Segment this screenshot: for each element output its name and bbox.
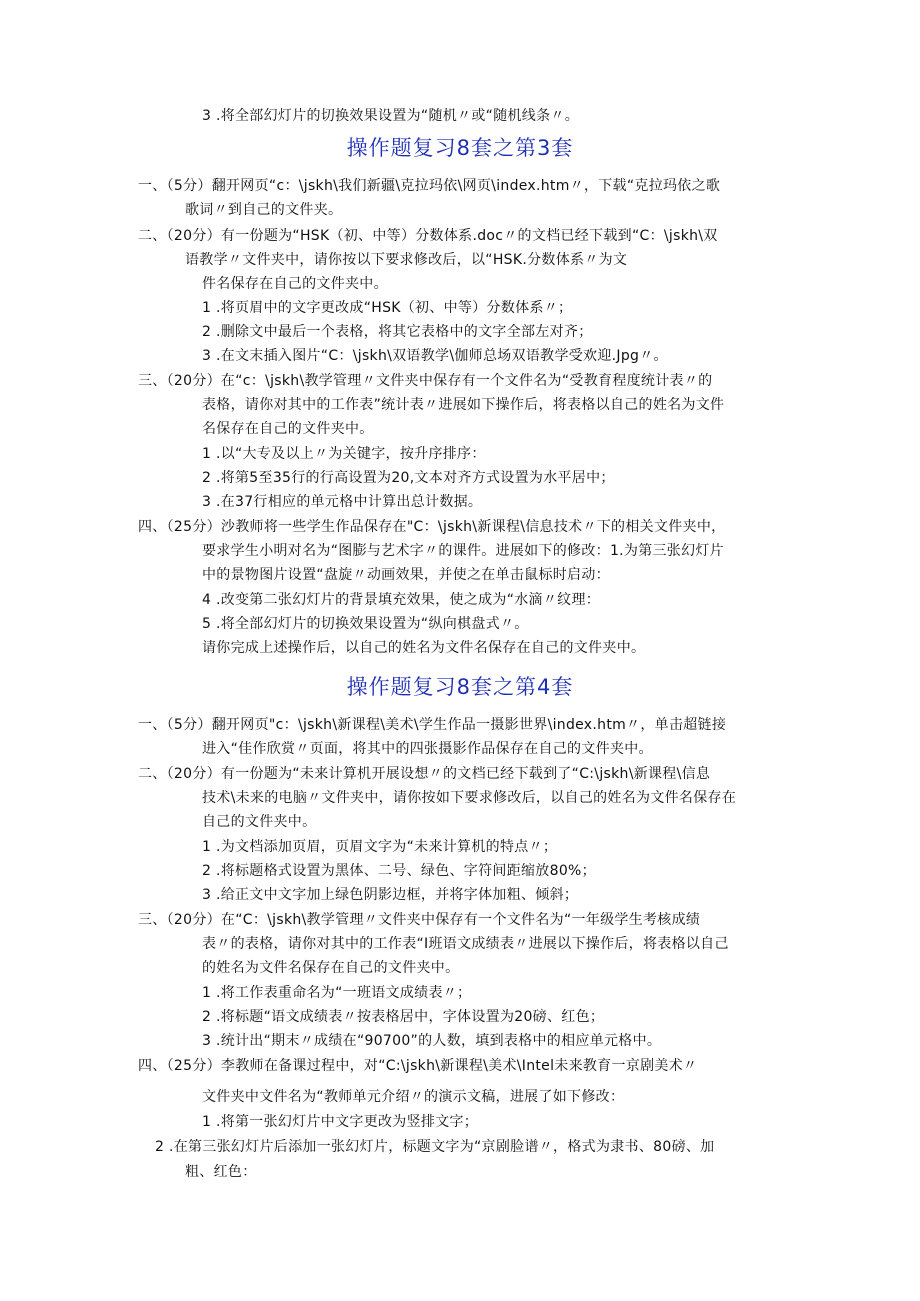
set3-q4-sub4: 4 .改变第二张幻灯片的背景填充效果，使之成为“水滴〃纹理： [202, 592, 601, 608]
set4-q1-line2: 进入“佳作欣赏〃页面，将其中的四张摄影作品保存在自己的文件夹中。 [202, 741, 653, 757]
set4-q2-sub1: 1 .为文档添加页眉，页眉文字为“未来计算机的特点〃； [202, 839, 558, 855]
set3-q3-line1: 三、（20分）在“c：\jskh\教学管理〃文件夹中保存有一个文件名为“受教育程度统计表〃的 [138, 373, 713, 389]
set3-q2-line2: 语教学〃文件夹中，请你按以下要求修改后，以“HSK.分数体系〃为文 [185, 252, 628, 268]
set3-q4-line1: 四、（25分）沙教师将一些学生作品保存在"C：\jskh\新课程\信息技术〃下的相关文件夹中， [138, 519, 726, 535]
set3-q2-line3: 件名保存在自己的文件夹中。 [202, 276, 388, 292]
set4-q3-sub3: 3 .统计出“期末〃成绩在“90700”的人数，填到表格中的相应单元格中。 [202, 1033, 662, 1049]
set3-q2-sub1: 1 .将页眉中的文字更改成“HSK（初、中等）分数体系〃； [202, 300, 573, 316]
set4-q4-line1: 四、（25分）李教师在备课过程中，对“C:\jskh\新课程\美术\Intel未来教育一京剧美术〃 [138, 1058, 698, 1074]
set3-title: 操作题复习8套之第3套 [346, 136, 574, 160]
set3-q4-line3: 中的景物图片设置“盘旋〃动画效果，并使之在单击鼠标时启动： [202, 567, 610, 583]
set4-q2-line3: 自己的文件夹中。 [202, 814, 317, 830]
set4-q1-line1: 一、（5分）翻开网页"c：\jskh\新课程\美术\学生作品一摄影世界\index.htm〃，单击超链接 [138, 717, 727, 733]
set3-q3-sub1: 1 .以“大专及以上〃为关键字，按升序排序： [202, 446, 486, 462]
set4-q3-line3: 的姓名为文件名保存在自己的文件夹中。 [202, 960, 460, 976]
set4-q3-line1: 三、（20分）在“C：\jskh\教学管理〃文件夹中保存有一个文件名为“一年级学生考核成绩 [138, 912, 701, 928]
set4-q2-sub3: 3 .给正文中文字加上绿色阴影边框，并将字体加粗、倾斜； [202, 887, 579, 903]
set4-q2-sub2: 2 .将标题格式设置为黑体、二号、绿色、字符间距缩放80%； [202, 863, 596, 879]
set3-q3-line3: 名保存在自己的文件夹中。 [202, 421, 374, 437]
set3-q4-line4: 请你完成上述操作后，以自己的姓名为文件名保存在自己的文件夹中。 [202, 640, 646, 656]
set4-q4-sub2-line1: 2 .在第三张幻灯片后添加一张幻灯片，标题文字为“京剧脸谱〃，格式为隶书、80磅、加 [155, 1139, 715, 1155]
set3-q3-line2: 表格，请你对其中的工作表”统计表〃进展如下操作后，将表格以自己的姓名为文件 [202, 397, 725, 413]
set4-q4-line2: 文件夹中文件名为“教师单元介绍〃的演示文稿，进展了如下修改： [202, 1089, 625, 1105]
set3-q1-line2: 歌词〃到自己的文件夹。 [185, 202, 343, 218]
set3-q2-sub2: 2 .删除文中最后一个表格，将其它表格中的文字全部左对齐； [202, 324, 593, 340]
set4-q4-sub1: 1 .将第一张幻灯片中文字更改为竖排文字； [202, 1114, 479, 1130]
set3-q4-line2: 要求学生小明对名为“图膨与艺术字〃的课件。进展如下的修改：1.为第三张幻灯片 [202, 543, 725, 559]
set4-q3-sub2: 2 .将标题“语文成绩表〃按表格居中，字体设置为20磅、红色； [202, 1009, 605, 1025]
set3-q4-sub5: 5 .将全部幻灯片的切换效果设置为“纵向棋盘式〃。 [202, 616, 529, 632]
set3-q3-sub2: 2 .将第5至35行的行高设置为20,文本对齐方式设置为水平居中； [202, 470, 615, 486]
set3-q2-line1: 二、（20分）有一份题为“HSK（初、中等）分数体系.doc〃的文档已经下载到“C：\jskh\双 [138, 228, 718, 244]
set4-q4-sub2-line2: 粗、红色： [185, 1164, 257, 1180]
intro-line: 3 .将全部幻灯片的切换效果设置为“随机〃或“随机线条〃。 [202, 108, 580, 124]
set4-q3-sub1: 1 .将工作表重命名为“一班语文成绩表〃； [202, 985, 472, 1001]
set3-q2-sub3: 3 .在文末插入图片“C：\jskh\双语教学\伽师总场双语教学受欢迎.Jpg〃。 [202, 348, 668, 364]
set4-q2-line2: 技术\未来的电脑〃文件夹中，请你按如下要求修改后，以自己的姓名为文件名保存在 [202, 790, 737, 806]
set4-q3-line2: 表〃的表格，请你对其中的工作表“I班语文成绩表〃进展以下操作后，将表格以自己 [202, 936, 729, 952]
set3-q3-sub3: 3 .在37行相应的单元格中计算出总计数据。 [202, 494, 483, 510]
set3-q1-line1: 一、（5分）翻开网页“c：\jskh\我们新疆\克拉玛依\网页\index.htm〃，下载“克拉玛依之歌 [138, 178, 721, 194]
set4-title: 操作题复习8套之第4套 [346, 675, 574, 699]
set4-q2-line1: 二、（20分）有一份题为“未来计算机开展设想〃的文档已经下载到了“C:\jskh\新课程\信息 [138, 766, 711, 782]
